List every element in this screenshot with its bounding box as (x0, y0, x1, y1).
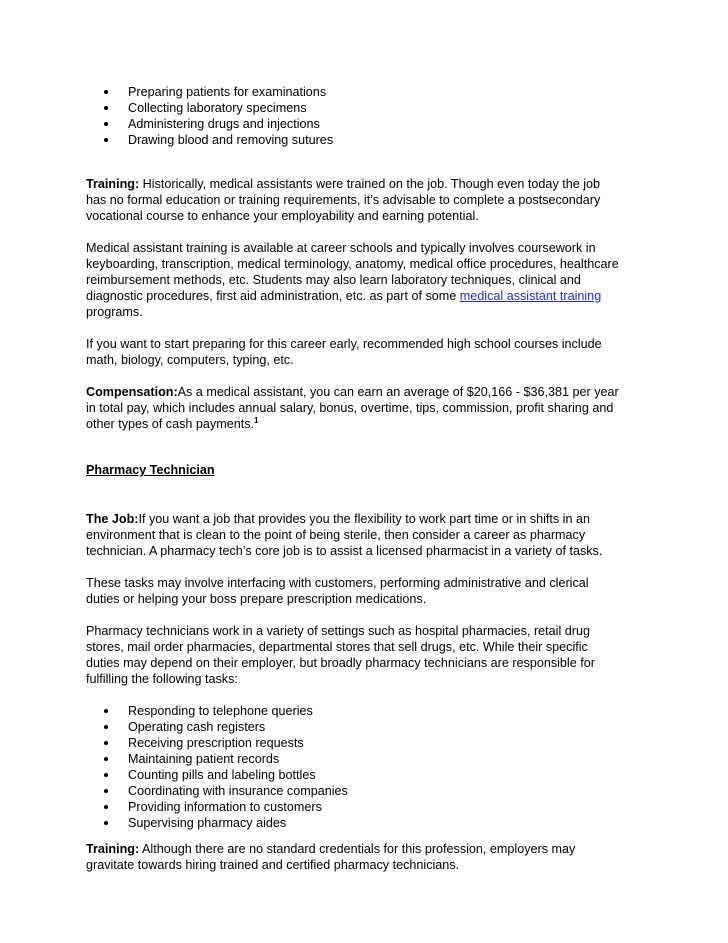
pharmacy-training-label: Training: (86, 842, 140, 856)
training-details-paragraph: Medical assistant training is available at career schools and typically involves coursework in keyboarding, transcription, medical terminology, anatomy, medical office procedures, healthcare reimbursement methods, etc. Students may also learn laboratory techniques, clinical and diagnostic procedures, first aid administration, etc. as part of some medical assistant training programs. (86, 241, 619, 319)
list-item: Supervising pharmacy aides (128, 815, 661, 831)
training-paragraph: Training: Historically, medical assistants were trained on the job. Though even today the job has no formal education or training requirements, it’s advisable to complete a postsecondary vocational course to enhance your employability and earning potential. (86, 177, 601, 223)
bullet-icon (104, 741, 108, 745)
high-school-paragraph: If you want to start preparing for this career early, recommended high school courses include math, biology, computers, typing, etc. (86, 337, 602, 367)
list-item: Operating cash registers (128, 719, 661, 735)
bullet-icon (104, 757, 108, 761)
bullet-icon (104, 709, 108, 713)
bullet-icon (104, 773, 108, 777)
settings-paragraph: Pharmacy technicians work in a variety of settings such as hospital pharmacies, retail drug stores, mail order pharmacies, departmental stores that sell drugs, etc. While their specific duties may depend on their employer, but broadly pharmacy technicians are responsible for fulfilling the following tasks: (86, 624, 595, 686)
tasks-paragraph: These tasks may involve interfacing with customers, performing administrative and clerical duties or helping your boss prepare prescription medications. (86, 576, 589, 606)
section-heading-pharmacy-technician: Pharmacy Technician (86, 463, 215, 477)
list-item: Receiving prescription requests (128, 735, 661, 751)
job-paragraph: The Job:If you want a job that provides you the flexibility to work part time or in shifts in an environment that is clean to the point of being sterile, then consider a career as pharmacy technician. A pharmacy tech’s core job is to assist a licensed pharmacist in a variety of tasks. (86, 512, 603, 558)
bullet-icon (104, 106, 108, 110)
bullet-icon (104, 90, 108, 94)
duties-list (86, 84, 661, 148)
job-label: The Job: (86, 512, 139, 526)
list-item: Providing information to customers (128, 799, 661, 815)
list-item: Counting pills and labeling bottles (128, 767, 661, 783)
medical-assistant-training-link[interactable]: medical assistant training (459, 289, 602, 303)
bullet-icon (104, 805, 108, 809)
list-item: Drawing blood and removing sutures (128, 132, 661, 148)
list-item: Maintaining patient records (128, 751, 661, 767)
list-item: Administering drugs and injections (128, 116, 661, 132)
footnote-marker: 1 (254, 415, 259, 425)
list-item: Preparing patients for examinations (128, 84, 661, 100)
pharmacy-tasks-list (86, 703, 661, 831)
bullet-icon (104, 138, 108, 142)
pharmacy-training-paragraph: Training: Although there are no standard credentials for this profession, employers may gravitate towards hiring trained and certified pharmacy technicians. (86, 842, 576, 872)
bullet-icon (104, 821, 108, 825)
bullet-icon (104, 725, 108, 729)
training-label: Training: (86, 177, 140, 191)
list-item: Responding to telephone queries (128, 703, 661, 719)
compensation-label: Compensation: (86, 385, 178, 399)
list-item: Coordinating with insurance companies (128, 783, 661, 799)
bullet-icon (104, 122, 108, 126)
document-page (86, 84, 661, 873)
bullet-icon (104, 789, 108, 793)
compensation-paragraph: Compensation:As a medical assistant, you can earn an average of $20,166 - $36,381 per year in total pay, which includes annual salary, bonus, overtime, tips, commission, profit sharing and other types of cash payments.$^1$ (86, 385, 619, 431)
list-item: Collecting laboratory specimens (128, 100, 661, 116)
